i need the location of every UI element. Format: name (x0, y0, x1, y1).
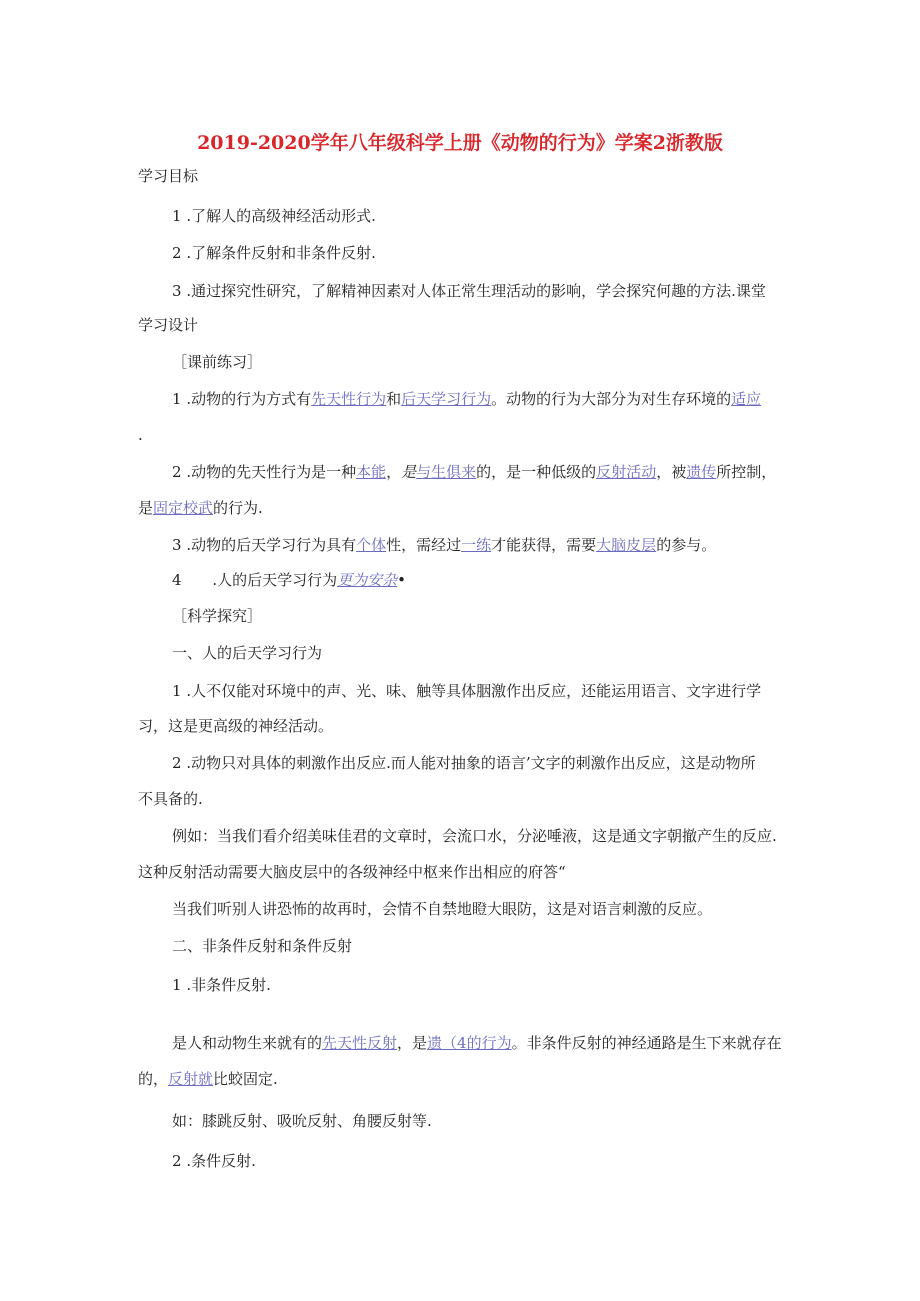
paragraph-text: .非条件反射. (186, 976, 271, 994)
pre-question-1 (172, 389, 761, 409)
answer-blank: 大脑皮层 (596, 536, 657, 554)
question-text: .人的后天学习行为 (212, 571, 338, 589)
section-2-sub-2 (172, 1151, 256, 1171)
answer-blank: 更为安杂 (337, 571, 398, 589)
question-text: 才能获得，需要 (491, 536, 597, 554)
paragraph-number: 2 (172, 1152, 182, 1170)
pre-question-3 (172, 535, 716, 555)
goal-item-2 (172, 243, 376, 263)
answer-blank: 固定校武 (153, 499, 214, 517)
pre-question-2 (172, 462, 776, 482)
answer-blank: 一练 (461, 536, 492, 554)
section-1-para-2-cont: 不具备的. (138, 790, 203, 808)
paragraph-text: .人不仅能对环境中的声、光、味、触等具体胭激作出反应，还能运用语言、文字进行学 (186, 682, 762, 700)
goal-text: .通过探究性研究，了解精神因素对人体正常生理活动的影响，学会探究何趣的方法.课堂 (186, 282, 766, 300)
paragraph-number: 2 (172, 754, 182, 772)
design-line: 学习设计 (138, 316, 199, 334)
question-number: 2 (172, 463, 182, 481)
question-number: 4 (172, 571, 182, 589)
question-text: 的参与。 (656, 536, 717, 554)
answer-blank: 遗（4的行为 (427, 1034, 512, 1052)
question-text: 是 (401, 463, 417, 481)
question-text: .动物的行为方式有 (186, 390, 312, 408)
paragraph-text: ，是 (397, 1034, 428, 1052)
goal-number: 1 (172, 207, 182, 225)
answer-blank: 反射就 (168, 1070, 214, 1088)
section-1-para-2 (172, 753, 756, 773)
question-text: 。动物的行为大部分为对生存环境的 (491, 390, 732, 408)
section-1-para-3-cont: 这种反射活动需要大脑皮层中的各级神经中枢来作出相应的府答“ (138, 863, 566, 881)
paragraph-text: 比蛟固定. (213, 1070, 278, 1088)
question-text: • (397, 571, 406, 589)
paragraph-number: 1 (172, 682, 182, 700)
answer-blank: 先天性行为 (311, 390, 387, 408)
answer-blank: 与生俱来 (416, 463, 477, 481)
section-2-heading: 二、非条件反射和条件反射 (172, 937, 353, 955)
goal-heading: 学习目标 (138, 167, 199, 185)
question-text: 的行为. (213, 499, 263, 517)
answer-blank: 先天性反射 (322, 1034, 398, 1052)
question-text: 性，需经过 (386, 536, 462, 554)
goal-item-3 (172, 281, 766, 301)
pre-practice-heading: ［课前练习］ (172, 353, 263, 371)
paragraph-number: 1 (172, 976, 182, 994)
goal-text: .了解条件反射和非条件反射. (186, 244, 376, 262)
question-text: ，被 (656, 463, 687, 481)
answer-blank: 反射活动 (596, 463, 657, 481)
section-1-para-1 (172, 681, 761, 701)
science-inquiry-heading: ［科学探究］ (172, 607, 263, 625)
section-1-para-4: 当我们听别人讲恐怖的故再时，会情不自禁地瞪大眼防，这是对语言刺激的反应。 (172, 900, 713, 918)
section-2-para-1-cont (138, 1069, 278, 1089)
question-number: 3 (172, 536, 182, 554)
section-1-para-1-cont: 习，这是更高级的神经活动。 (138, 717, 334, 735)
goal-text: .了解人的高级神经活动形式. (186, 207, 376, 225)
question-text: .动物的先天性行为是一种 (186, 463, 357, 481)
pre-question-2-cont (138, 498, 263, 518)
answer-blank: 遗传 (686, 463, 717, 481)
section-2-examples: 如：膝跳反射、吸吮反射、角腰反射等. (172, 1112, 432, 1130)
pre-question-4 (172, 570, 406, 590)
question-text: 的，是一种低级的 (476, 463, 597, 481)
question-text: 是 (138, 499, 154, 517)
paragraph-text: 的， (138, 1070, 169, 1088)
paragraph-text: 。非条件反射的神经通路是生下来就存在 (511, 1034, 782, 1052)
goal-number: 3 (172, 282, 182, 300)
answer-blank: 适应 (731, 390, 762, 408)
question-text: 所控制， (716, 463, 777, 481)
question-text: 和 (386, 390, 402, 408)
section-2-sub-1 (172, 975, 271, 995)
question-number: 1 (172, 390, 182, 408)
section-2-para-1 (172, 1033, 782, 1053)
section-1-heading: 一、人的后天学习行为 (172, 644, 323, 662)
paragraph-text: 是人和动物生来就有的 (172, 1034, 323, 1052)
question-text: .动物的后天学习行为具有 (186, 536, 357, 554)
document-title: 2019-2020学年八年级科学上册《动物的行为》学案2浙教版 (197, 132, 723, 154)
answer-blank: 后天学习行为 (401, 390, 492, 408)
answer-blank: 个体 (356, 536, 387, 554)
question-text: ， (386, 463, 402, 481)
goal-item-1 (172, 206, 376, 226)
pre-question-1-end: . (138, 426, 143, 444)
paragraph-text: .条件反射. (186, 1152, 256, 1170)
goal-number: 2 (172, 244, 182, 262)
answer-blank: 本能 (356, 463, 387, 481)
paragraph-text: .动物只对具体的刺激作出反应.而人能对抽象的语言’文字的刺激作出反应，这是动物所 (186, 754, 756, 772)
section-1-para-3: 例如：当我们看介绍美味佳君的文章时，会流口水，分泌唾液，这是通文字朝撤产生的反应. (172, 827, 777, 845)
